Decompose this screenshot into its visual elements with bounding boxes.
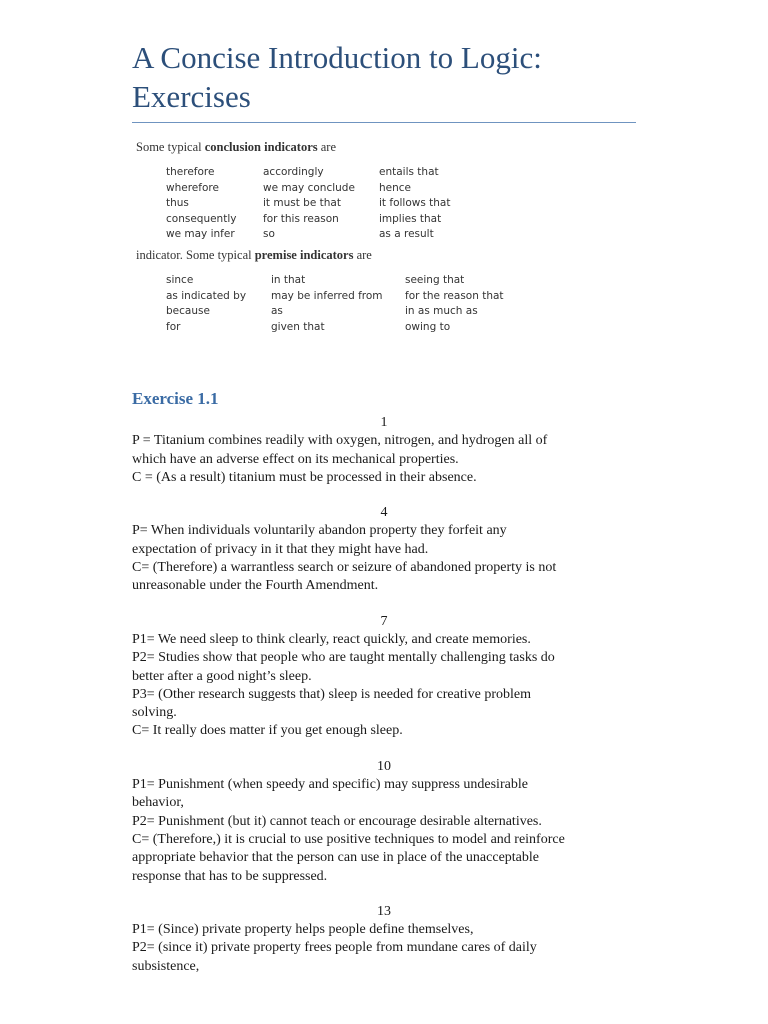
premise-indicators-column-1 (166, 273, 246, 335)
exercise-text-line: P2= Punishment (but it) cannot teach or encourage desirable alternatives. (132, 813, 542, 829)
exercise-item (132, 504, 640, 595)
exercise-text-line: subsistence, (132, 958, 200, 974)
exercise-item (132, 613, 640, 741)
exercise-text-line: P1= We need sleep to think clearly, react quickly, and create memories. (132, 631, 531, 647)
indicator-term: as (271, 305, 283, 318)
page-title-line-1: A Concise Introduction to Logic: (132, 40, 542, 75)
exercise-text-line: P2= (since it) private property frees people from mundane cares of daily (132, 940, 537, 956)
premise-indicators-column-2 (271, 273, 383, 335)
conclusion-indicators-column-1 (166, 165, 236, 243)
indicator-term: wherefore (166, 181, 219, 194)
premise-indicators-column-3 (405, 273, 504, 335)
indicator-term: as a result (379, 228, 434, 241)
exercise-number: 13 (377, 903, 391, 919)
indicator-term: since (166, 274, 194, 286)
page-title-line-2: Exercises (132, 79, 251, 114)
exercise-text-line: P= When individuals voluntarily abandon property they forfeit any (132, 523, 507, 539)
title-divider (132, 122, 636, 123)
exercise-text-line: better after a good night’s sleep. (132, 668, 312, 684)
exercise-text-line: appropriate behavior that the person can use in place of the unacceptable (132, 850, 539, 866)
exercise-number: 7 (380, 613, 388, 629)
exercise-text-line: C= (Therefore) a warrantless search or seizure of abandoned property is not (132, 560, 557, 576)
exercise-number: 4 (380, 505, 388, 521)
exercise-text-line: expectation of privacy in it that they might have had. (132, 541, 429, 557)
conclusion-indicators-column-2 (263, 165, 355, 243)
exercise-text-line: C= (Therefore,) it is crucial to use positive techniques to model and reinforce (132, 831, 565, 847)
indicator-term: in that (271, 274, 306, 286)
indicator-term: therefore (166, 166, 215, 178)
indicator-term: accordingly (263, 166, 324, 178)
page-title (132, 38, 652, 116)
indicator-term: for (166, 320, 181, 333)
exercise-text-line: C= It really does matter if you get enough sleep. (132, 723, 403, 739)
indicator-term: for the reason that (405, 289, 504, 302)
indicator-term: may be inferred from (271, 289, 383, 302)
exercise-text-line: P1= Punishment (when speedy and specific) may suppress undesirable (132, 777, 528, 793)
exercise-text-line: which have an adverse effect on its mechanical properties. (132, 451, 459, 467)
indicator-term: hence (379, 181, 412, 194)
exercise-text-line: P1= (Since) private property helps people define themselves, (132, 922, 474, 938)
exercise-text-line: P2= Studies show that people who are taught mentally challenging tasks do (132, 650, 555, 666)
conclusion-indicators-heading: Some typical conclusion indicators are (136, 140, 337, 154)
indicator-term: it must be that (263, 197, 341, 210)
exercise-text-line: solving. (132, 705, 177, 721)
exercise-text-line: P3= (Other research suggests that) sleep is needed for creative problem (132, 686, 531, 702)
indicator-term: we may conclude (263, 181, 355, 194)
indicator-term: implies that (379, 212, 442, 225)
exercise-heading: Exercise 1.1 (132, 389, 219, 408)
indicator-term: thus (166, 197, 189, 210)
exercise-number: 10 (377, 758, 391, 774)
exercise-text-line: unreasonable under the Fourth Amendment. (132, 578, 379, 594)
indicator-term: we may infer (166, 228, 235, 241)
exercise-item (132, 758, 640, 886)
exercise-number: 1 (380, 415, 388, 430)
indicator-term: in as much as (405, 305, 478, 318)
exercise-text-line: response that has to be suppressed. (132, 868, 328, 884)
indicator-figure (134, 138, 514, 348)
exercise-text-line: C = (As a result) titanium must be processed in their absence. (132, 469, 477, 485)
indicator-term: as indicated by (166, 289, 247, 302)
indicator-term: entails that (379, 166, 439, 178)
exercise-item (132, 414, 640, 487)
indicator-term: seeing that (405, 274, 465, 286)
exercise-list (132, 414, 640, 993)
indicator-term: so (263, 228, 275, 241)
exercise-text-line: P = Titanium combines readily with oxygen, nitrogen, and hydrogen all of (132, 433, 548, 449)
indicator-term: given that (271, 320, 325, 333)
indicator-term: owing to (405, 320, 451, 333)
conclusion-indicators-column-3 (379, 165, 450, 243)
indicator-term: for this reason (263, 212, 339, 225)
exercise-item (132, 903, 640, 976)
premise-indicators-heading: indicator. Some typical premise indicators are (136, 248, 372, 262)
indicator-term: because (166, 305, 210, 318)
indicator-term: it follows that (379, 197, 451, 210)
exercise-text-line: behavior, (132, 795, 184, 811)
indicator-term: consequently (166, 212, 237, 225)
